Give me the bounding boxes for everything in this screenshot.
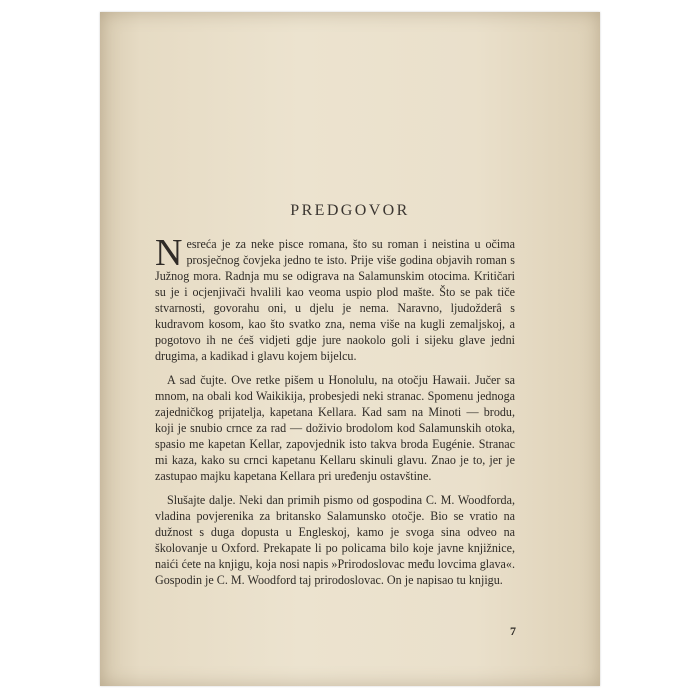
page-body	[155, 232, 515, 596]
paragraph-3: Slušajte dalje. Neki dan primih pismo od gospodina C. M. Woodforda, vladina povjerenika za britansko Salamunsko otočje. Bio se vratio na dužnost s duga dopusta u Engleskoj, kamo je svoga sina odveo na školovanje u Oxford. Prekapate li po policama bilo koje javne knjižnice, naići ćete na knjigu, koja nosi napis »Prirodoslovac među lovcima glava«. Gospodin je C. M. Woodford taj prirodoslovac. On je napisao tu knjigu.	[155, 493, 515, 587]
page-number: 7	[510, 624, 516, 638]
paragraph-2: A sad čujte. Ove retke pišem u Honolulu, na otočju Hawaii. Jučer sa mnom, na obali kod Waikikija, probesjedi neki stranac. Spomenu jednoga zajedničkog prijatelja, kapetana Kellara. Kad sam na Minoti — brodu, koji je snubio crnce za rad — doživio brodolom kod Salamunskih otoka, spasio me kapetan Kellar, zapovjednik isto takva broda Eugénie. Stranac mi kaza, kako su crnci kapetanu Kellaru skinuli glavu. Znao je to, jer je zastupao majku kapetana Kellara pri uređenju ostavštine.	[155, 373, 515, 483]
chapter-heading: PREDGOVOR	[290, 202, 410, 219]
drop-cap: N	[155, 232, 183, 274]
book-page	[100, 12, 600, 686]
paragraph-1-text: esreća je za neke pisce romana, što su roman i neistina u očima prosječnog čovjeka jedno te isto. Prije više godina objavih roman s Južnog mora. Radnja mu se odigrava na Salamunskim otocima. Kritičari su je i ocjenjivači hvalili kao veoma uspio plod mašte. Što se pak tiče stvarnosti, govorahu oni, u djelu je nema. Naravno, ljudožderâ s kudravom kosom, kao što svatko zna, nema više na kugli zemaljskoj, a pogotovo ih ne ćeš vidjeti gdje jure naokolo goli i sijeku glave jedni drugima, a kadikad i glavu kojem bijelcu.	[155, 237, 515, 363]
paragraph-1	[155, 232, 515, 364]
